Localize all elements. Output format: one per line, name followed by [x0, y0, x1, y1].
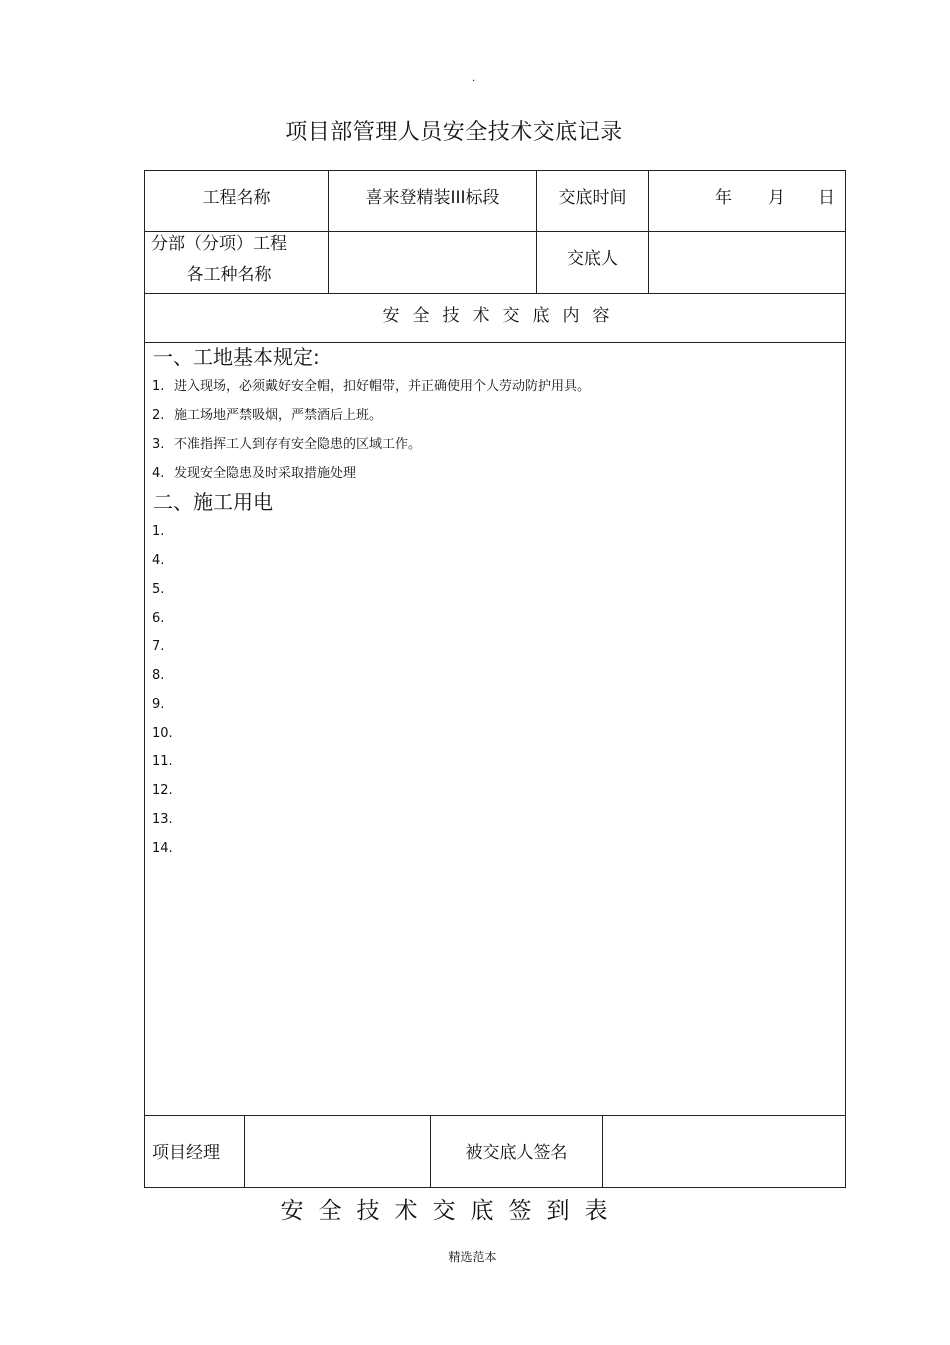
list-item: 9.	[152, 697, 165, 712]
column-divider	[602, 1115, 603, 1188]
list-item: 1.	[152, 524, 165, 539]
row-divider	[144, 342, 846, 343]
sign-in-sheet-title: 安全技术交底签到表	[280, 1198, 623, 1224]
list-item	[152, 465, 356, 483]
project-name-label: 工程名称	[202, 188, 271, 208]
date-year-label: 年	[715, 188, 732, 208]
item-number: 3.	[152, 437, 165, 452]
content-header: 安全技术交底内容	[382, 306, 623, 326]
list-item: 13.	[152, 812, 173, 827]
page-footnote: 精选范本	[448, 1250, 497, 1264]
list-item: 8.	[152, 668, 165, 683]
presenter-label: 交底人	[567, 249, 618, 269]
row-divider	[144, 293, 846, 294]
item-text: 施工场地严禁吸烟，严禁酒后上班。	[174, 408, 383, 423]
column-divider	[244, 1115, 245, 1188]
section2-heading: 二、施工用电	[153, 490, 273, 514]
list-item: 10.	[152, 726, 173, 741]
recipient-signature-label: 被交底人签名	[465, 1143, 568, 1163]
item-text: 进入现场，必须戴好安全帽，扣好帽带，并正确使用个人劳动防护用具。	[174, 379, 591, 394]
column-divider	[648, 170, 649, 294]
row-divider	[144, 1115, 846, 1116]
list-item: 11.	[152, 754, 173, 769]
subproject-label-line1: 分部（分项）工程	[151, 234, 287, 254]
project-name-value: 喜来登精装III标段	[365, 188, 500, 208]
item-number: 2.	[152, 408, 165, 423]
handover-time-label: 交底时间	[558, 188, 627, 208]
list-item: 7.	[152, 639, 165, 654]
section1-heading: 一、工地基本规定:	[153, 345, 320, 369]
date-day-label: 日	[818, 188, 835, 208]
list-item: 6.	[152, 611, 165, 626]
subproject-label-line2: 各工种名称	[186, 265, 272, 285]
list-item	[152, 378, 590, 396]
item-number: 4.	[152, 466, 165, 481]
row-divider	[144, 231, 846, 232]
item-text: 发现安全隐患及时采取措施处理	[174, 466, 357, 481]
page-title: 项目部管理人员安全技术交底记录	[285, 120, 623, 145]
page-marker-dot: .	[472, 73, 476, 84]
list-item	[152, 436, 421, 454]
list-item	[152, 407, 382, 425]
list-item: 12.	[152, 783, 173, 798]
list-item: 14.	[152, 841, 173, 856]
project-manager-label: 项目经理	[152, 1143, 220, 1163]
date-month-label: 月	[768, 188, 785, 208]
item-number: 1.	[152, 379, 165, 394]
item-text: 不准指挥工人到存有安全隐患的区域工作。	[174, 437, 422, 452]
list-item: 5.	[152, 582, 165, 597]
list-item: 4.	[152, 553, 165, 568]
